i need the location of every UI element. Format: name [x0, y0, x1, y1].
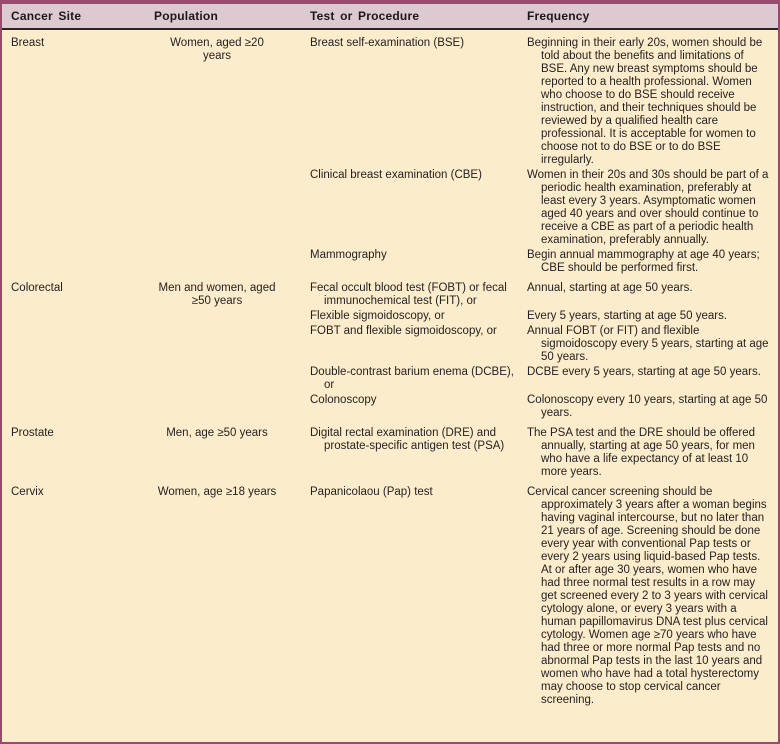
site-cell: Cervix — [11, 486, 44, 498]
population-cell: Men, age ≥50 years — [166, 427, 268, 439]
column-header-test-or-procedure: Test or Procedure — [306, 4, 522, 29]
test-cell: Colonoscopy — [310, 394, 377, 406]
column-header-frequency: Frequency — [522, 4, 778, 29]
table-row — [2, 275, 778, 308]
bottom-spacer — [2, 707, 778, 715]
table-header — [2, 4, 778, 29]
table-row — [2, 364, 778, 392]
test-cell: Double-contrast barium enema (DCBE), or — [310, 366, 514, 391]
table-row — [2, 247, 778, 275]
column-header-population: Population — [148, 4, 306, 29]
header-row — [2, 4, 778, 29]
population-cell — [148, 167, 306, 247]
frequency-cell: DCBE every 5 years, starting at age 50 years. — [527, 366, 761, 378]
site-cell — [2, 364, 148, 392]
frequency-cell: Annual, starting at age 50 years. — [527, 282, 693, 294]
test-cell: Clinical breast examination (CBE) — [310, 169, 482, 181]
table-row — [2, 420, 778, 479]
population-cell — [148, 392, 306, 420]
frequency-cell: Women in their 20s and 30s should be part of a periodic health examination, preferably at least every 3 years. Asymptomatic women aged 40 years and over should continue to receive a CBE as part of a periodic health examination, preferably annually. — [527, 169, 769, 246]
site-cell — [2, 167, 148, 247]
site-cell — [2, 247, 148, 275]
test-cell: Digital rectal examination (DRE) and prostate-specific antigen test (PSA) — [310, 427, 505, 452]
site-cell — [2, 308, 148, 323]
population-cell: Women, aged ≥20 years — [170, 37, 264, 62]
test-cell: Papanicolaou (Pap) test — [310, 486, 433, 498]
population-cell: Women, age ≥18 years — [157, 486, 277, 498]
table-row — [2, 392, 778, 420]
frequency-cell: Begin annual mammography at age 40 years; CBE should be performed first. — [527, 249, 760, 274]
frequency-cell: Colonoscopy every 10 years, starting at age 50 years. — [527, 394, 768, 419]
frequency-cell: Beginning in their early 20s, women should be told about the benefits and limitations of BSE. Any new breast symptoms should be reported to a health professional. Women who choose to do BSE should receive instruction, and their techniques should be reviewed by a qualified health care professional. It is acceptable for women to choose not to do BSE or to do BSE irregularly. — [527, 37, 763, 166]
table-row — [2, 479, 778, 707]
population-cell — [148, 323, 306, 364]
table-row — [2, 29, 778, 167]
frequency-cell: Annual FOBT (or FIT) and flexible sigmoidoscopy every 5 years, starting at age 50 years. — [527, 325, 769, 363]
test-cell: Flexible sigmoidoscopy, or — [310, 310, 445, 322]
site-cell: Colorectal — [11, 282, 63, 294]
test-cell: Breast self-examination (BSE) — [310, 37, 465, 49]
population-cell — [148, 364, 306, 392]
test-cell: FOBT and flexible sigmoidoscopy, or — [310, 325, 497, 337]
site-cell — [2, 392, 148, 420]
table-row — [2, 308, 778, 323]
site-cell: Breast — [11, 37, 45, 49]
table-row — [2, 323, 778, 364]
population-cell — [148, 247, 306, 275]
population-cell: Men and women, aged ≥50 years — [158, 282, 276, 307]
test-cell: Mammography — [310, 249, 387, 261]
column-header-cancer-site: Cancer Site — [2, 4, 148, 29]
site-cell — [2, 323, 148, 364]
population-cell — [148, 308, 306, 323]
test-cell: Fecal occult blood test (FOBT) or fecal immunochemical test (FIT), or — [310, 282, 507, 307]
table-body — [2, 29, 778, 707]
table-row — [2, 167, 778, 247]
guidelines-table — [2, 4, 778, 707]
site-cell: Prostate — [11, 427, 54, 439]
frequency-cell: Every 5 years, starting at age 50 years. — [527, 310, 728, 322]
frequency-cell: Cervical cancer screening should be approximately 3 years after a woman begins having vaginal intercourse, but no later than 21 years of age. Screening should be done every year with conventional Pap tests or every 2 years using liquid-based Pap tests. At or after age 30 years, women who have had three normal test results in a row may get screened every 2 to 3 years with cervical cytology alone, or every 3 years with a human papillomavirus DNA test plus cervical cytology. Women age ≥70 years who have had three or more normal Pap tests and no abnormal Pap tests in the last 10 years and women who have had a total hysterectomy may choose to stop cervical cancer screening. — [527, 486, 768, 706]
frequency-cell: The PSA test and the DRE should be offered annually, starting at age 50 years, for men who have a life expectancy of at least 10 more years. — [527, 427, 756, 478]
